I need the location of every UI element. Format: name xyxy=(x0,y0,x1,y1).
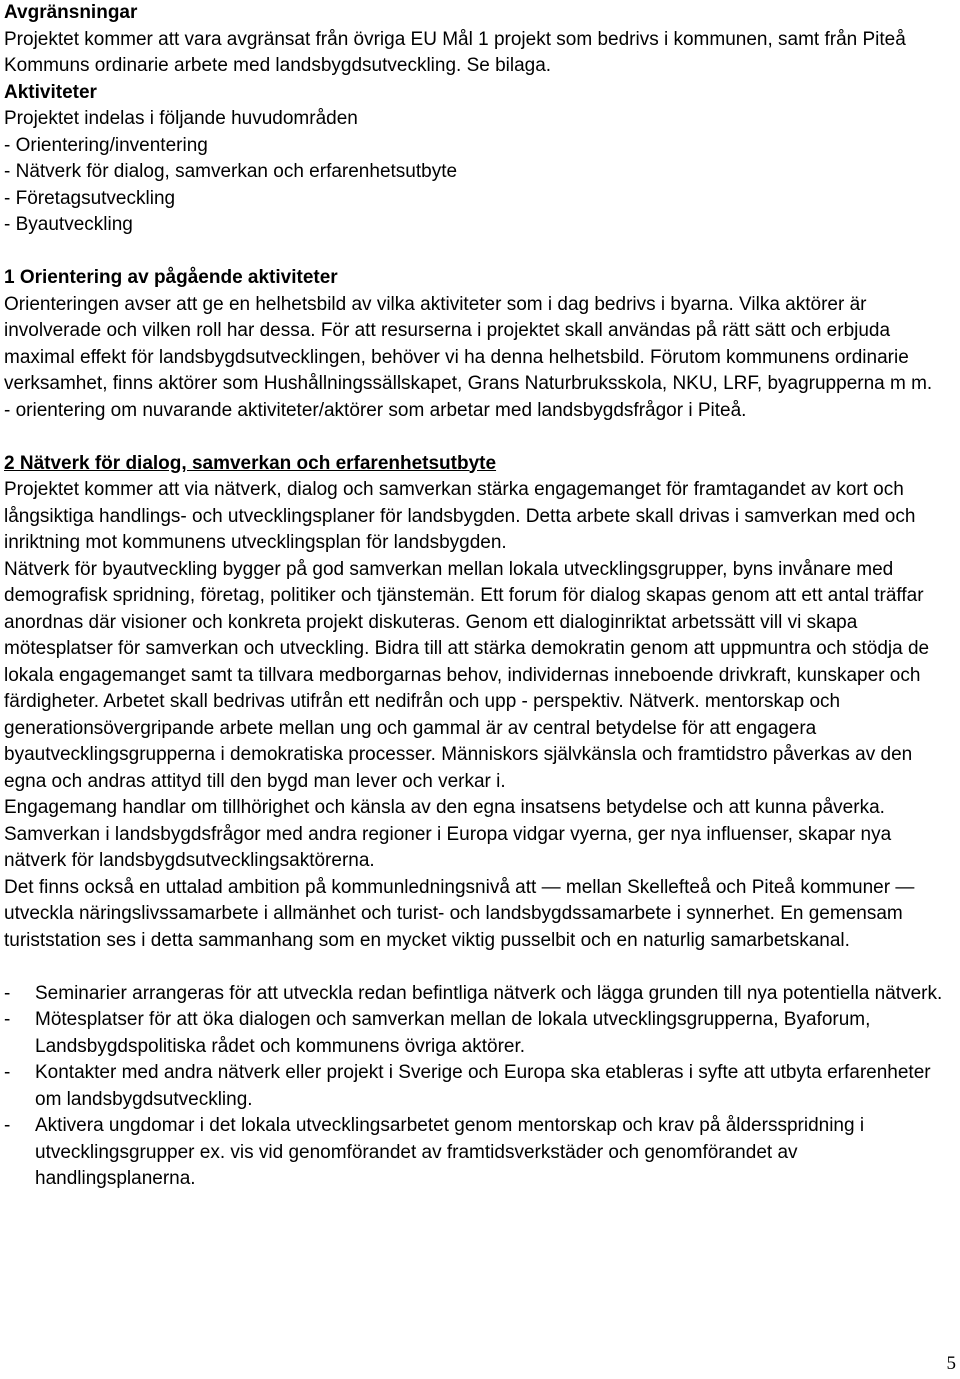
aktiviteter-intro: Projektet indelas i följande huvudområden xyxy=(4,108,358,129)
spacer xyxy=(4,424,958,451)
aktiviteter-list xyxy=(4,133,958,239)
section-2-paragraph: Samverkan i landsbygdsfrågor med andra regioner i Europa vidgar vyerna, ger nya influenser, skapar nya nätverk för landsbygdsutvecklingsaktörerna. xyxy=(4,823,892,871)
avgransningar-body: Projektet kommer att vara avgränsat från övriga EU Mål 1 projekt som bedrivs i kommunen, samt från Piteå Kommuns ordinarie arbete med landsbygdsutveckling. Se bilaga. xyxy=(4,28,906,76)
avgransningar-heading: Avgränsningar xyxy=(4,2,138,23)
list-item xyxy=(4,1007,958,1060)
list-item: - Orientering/inventering xyxy=(4,134,208,156)
document-page xyxy=(4,0,958,1193)
section-1-heading: 1 Orientering av pågående aktiviteter xyxy=(4,267,338,288)
section-2-paragraph: Det finns också en uttalad ambition på kommunledningsnivå att — mellan Skellefteå och Piteå kommuner — utveckla näringslivssamarbete i allmänhet och turist- och landsbygdssamarbete i synnerhet. En gemensam turiststation ses i detta sammanhang som en mycket viktig pusselbit och en naturlig samarbetskanal. xyxy=(4,876,915,951)
spacer xyxy=(4,954,958,981)
aktiviteter-heading: Aktiviteter xyxy=(4,81,97,103)
list-item xyxy=(4,981,958,1008)
section-2-paragraph: Projektet kommer att via nätverk, dialog och samverkan stärka engagemanget för framtagandet av kort och långsiktiga handlings- och utvecklingsplaner för landsbygden. Detta arbete skall drivas i samverkan med och inriktning mot kommunens utvecklingsplan för landsbygden. xyxy=(4,479,916,553)
bullet-marker: - xyxy=(4,1062,11,1083)
section-2-paragraph: Engagemang handlar om tillhörighet och känsla av den egna insatsens betydelse och att kunna påverka. xyxy=(4,797,885,818)
page-number: 5 xyxy=(946,1352,956,1374)
list-item: - Företagsutveckling xyxy=(4,187,176,209)
section-2-heading: 2 Nätverk för dialog, samverkan och erfarenhetsutbyte xyxy=(4,452,497,474)
list-item-text: Seminarier arrangeras för att utveckla redan befintliga nätverk och lägga grunden till nya potentiella nätverk. xyxy=(35,982,943,1004)
list-item xyxy=(4,1060,958,1113)
list-item xyxy=(4,1113,958,1193)
section-2-paragraph: Nätverk för byautveckling bygger på god samverkan mellan lokala utvecklingsgrupper, byns invånare med demografisk spridning, företag, politiker och tjänstemän. Ett forum för dialog skapas genom att ett antal träffar anordnas där visioner och konkreta projekt diskuteras. Genom ett dialoginriktat arbetssätt vill vi skapa mötesplatser för samverkan och utveckling. Bidra till att stärka demokratin genom att uppmuntra och stödja de lokala engagemanget samt ta tillvara medborgarnas behov, individernas inneboende drivkraft, kunskaper och färdigheter. Arbetet skall bedrivas utifrån ett nedifrån och upp - perspektiv. Nätverk. mentorskap och generationsövergripande arbete mellan ung och gammal är av central betydelse för att engagera byautvecklingsgrupperna i demokratiska processer. Människors självkänsla och framtidstro påverkas av den egna och andras attityd till den bygd man lever och verkar i. xyxy=(4,558,930,792)
bullet-marker: - xyxy=(4,1115,11,1136)
section-1-body: Orienteringen avser att ge en helhetsbild av vilka aktiviteter som i dag bedrivs i byarna. Vilka aktörer är involverade och vilken roll har dessa. För att resurserna i projektet skall användas på rätt sätt och erbjuda maximal effekt för landsbygdsutvecklingen, behöver vi ha denna helhetsbild. Förutom kommunens ordinarie verksamhet, finns aktörer som Hushållningssällskapet, Grans Naturbruksskola, NKU, LRF, byagrupperna m m. xyxy=(4,293,933,394)
list-item-text: Kontakter med andra nätverk eller projekt i Sverige och Europa ska etableras i syfte att utbyta erfarenheter om landsbygdsutveckling. xyxy=(35,1062,931,1110)
spacer xyxy=(4,239,958,266)
section-1-note: - orientering om nuvarande aktiviteter/aktörer som arbetar med landsbygdsfrågor i Piteå. xyxy=(4,399,747,421)
list-item-text: Mötesplatser för att öka dialogen och samverkan mellan de lokala utvecklingsgrupperna, Byaforum, Landsbygdspolitiska rådet och kommunens övriga aktörer. xyxy=(35,1009,871,1057)
list-item-text: Aktivera ungdomar i det lokala utvecklingsarbetet genom mentorskap och krav på åldersspridning i utvecklingsgrupper ex. vis vid genomförandet av framtidsverkstäder och genomförandet av handlingsplanerna. xyxy=(35,1115,865,1189)
section-2-bullet-list xyxy=(4,981,958,1193)
bullet-marker: - xyxy=(4,1009,11,1030)
list-item: - Byautveckling xyxy=(4,214,133,235)
bullet-marker: - xyxy=(4,982,11,1004)
list-item: - Nätverk för dialog, samverkan och erfarenhetsutbyte xyxy=(4,161,458,182)
